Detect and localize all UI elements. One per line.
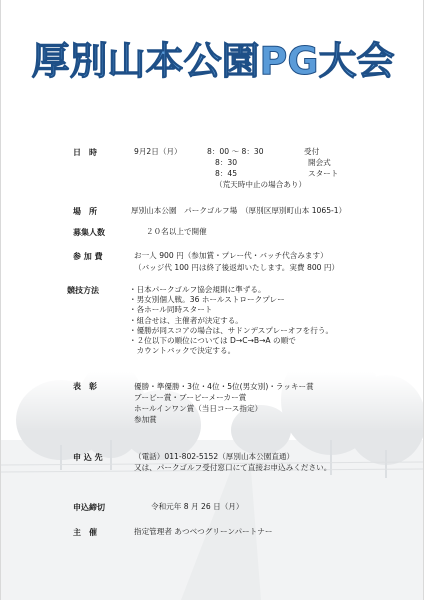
venue-value: 厚別山本公園 パークゴルフ場 （厚別区厚別町山本 1065-1）	[131, 206, 347, 215]
deadline-label: 申込締切	[73, 503, 105, 512]
schedule-event-2: 開会式	[308, 158, 331, 167]
award-item: ホールインワン賞（当日コース指定）	[134, 404, 263, 413]
method-item: ・２位以下の順位については D→C→B→A の順で	[129, 336, 296, 346]
method-item: ・各ホール同時スタート	[129, 305, 213, 315]
schedule-event-1: 受付	[304, 147, 320, 156]
schedule-time-3: 8：45	[215, 169, 238, 178]
organizer-label: 主 催	[73, 528, 97, 537]
award-item: 参加賞	[134, 415, 157, 424]
fee-line-2: （バッジ代 100 円は終了後返却いたします。実費 800 円）	[134, 263, 340, 272]
method-item: ・日本パークゴルフ協会規則に準ずる。	[129, 285, 266, 294]
awards-list	[134, 381, 314, 425]
schedule-time-2: 8：30	[215, 158, 238, 167]
event-title: 厚別山本公園PG大会	[31, 39, 395, 83]
schedule-date: 9月2日（月）	[134, 147, 182, 156]
venue-label: 場 所	[73, 207, 97, 216]
fee-label: 参 加 費	[73, 252, 103, 261]
capacity-label: 募集人数	[73, 228, 105, 237]
method-item: ・男女別個人戦。36 ホールストロークプレー	[129, 295, 285, 305]
awards-label: 表 彰	[73, 382, 97, 391]
schedule-event-3: スタート	[308, 169, 339, 178]
award-item: 優勝・準優勝・3位・4位・5位(男女別)・ラッキー賞	[134, 382, 314, 391]
fee-line-1: お一人 900 円（参加賞・プレー代・バッチ代含みます）	[134, 251, 328, 260]
method-label: 競技方法	[67, 286, 99, 295]
method-item: ・優勝が同スコアの場合は、サドンデスプレーオフを行う。	[129, 325, 334, 335]
organizer-value: 指定管理者 あつべつグリーンパートナー	[134, 527, 273, 536]
method-item: カウントバックで決定する。	[129, 346, 236, 356]
method-item: ・組合せは、主催者が決定する。	[129, 315, 243, 325]
apply-window: 又は、パークゴルフ受付窓口にて直接お申込みください。	[134, 463, 332, 472]
award-item: ブービー賞・ブービーメーカー賞	[134, 393, 247, 402]
apply-label: 申 込 先	[73, 453, 103, 462]
schedule-label: 日 時	[73, 148, 97, 157]
apply-phone: （電話）011-802-5152（厚別山本公園直通）	[134, 452, 295, 461]
method-list	[129, 285, 333, 356]
capacity-value: ２０名以上で開催	[146, 227, 207, 236]
deadline-value: 令和元年 8 月 26 日（月）	[151, 502, 244, 511]
schedule-note: （荒天時中止の場合あり）	[215, 180, 307, 189]
schedule-time-1: 8：00 ～ 8：30	[207, 147, 264, 156]
